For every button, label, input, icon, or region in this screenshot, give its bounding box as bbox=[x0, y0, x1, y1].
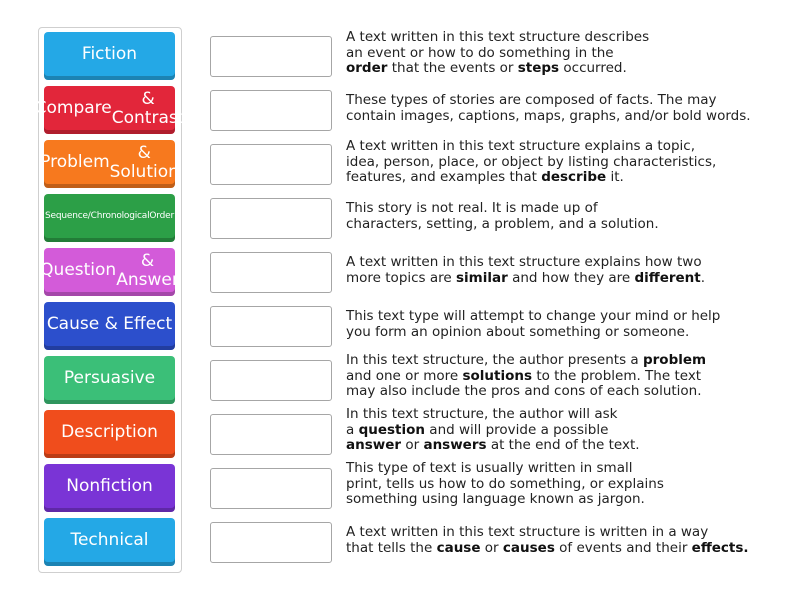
description-run: contain images, captions, maps, graphs, and/or bold words. bbox=[346, 107, 751, 124]
category-tile-label: Technical bbox=[70, 530, 149, 550]
category-tile-label: & Answer bbox=[116, 250, 179, 290]
description-run: more topics are bbox=[346, 269, 457, 286]
description-run: to the problem. The text bbox=[532, 367, 702, 384]
description-keyword: different bbox=[634, 269, 701, 286]
category-tile-label: Cause & Effect bbox=[46, 314, 173, 334]
description-keyword: steps bbox=[517, 60, 560, 76]
category-tile-fiction[interactable] bbox=[44, 32, 175, 80]
description-run: or bbox=[401, 437, 424, 453]
drop-slot[interactable] bbox=[210, 414, 332, 455]
category-tile-technical[interactable] bbox=[44, 518, 175, 566]
description-text bbox=[346, 93, 786, 124]
description-text bbox=[346, 201, 786, 232]
description-run: A text written in this text structure explains how two bbox=[346, 254, 702, 270]
category-tile-label: Order bbox=[149, 211, 174, 221]
description-run: that the events or bbox=[387, 60, 518, 76]
description-run: that tells the bbox=[346, 539, 437, 556]
drop-slot[interactable] bbox=[210, 252, 332, 293]
description-keyword: similar bbox=[456, 269, 508, 286]
category-tile-label: Nonfiction bbox=[66, 476, 153, 496]
category-tile-label: Question bbox=[40, 260, 117, 280]
description-run: and will provide a possible bbox=[425, 421, 609, 438]
description-run: features, and examples that bbox=[346, 169, 542, 185]
description-run: In this text structure, the author presents a bbox=[346, 352, 643, 368]
drop-slot[interactable] bbox=[210, 36, 332, 77]
description-text bbox=[346, 309, 786, 340]
drop-slot[interactable] bbox=[210, 468, 332, 509]
description-run: These types of stories are composed of facts. The may bbox=[346, 92, 717, 108]
description-run: A text written in this text structure is written in a way bbox=[346, 524, 709, 540]
description-keyword: problem bbox=[642, 352, 707, 368]
category-tile-persuasive[interactable] bbox=[44, 356, 175, 404]
category-tile-sequence-chronological[interactable] bbox=[44, 194, 175, 242]
drop-slot[interactable] bbox=[210, 198, 332, 239]
description-text bbox=[346, 525, 786, 556]
description-run: This story is not real. It is made up of bbox=[346, 200, 598, 216]
description-run: A text written in this text structure describes bbox=[346, 29, 650, 45]
description-run: you form an opinion about something or someone. bbox=[346, 323, 690, 340]
category-tile-label: Description bbox=[61, 422, 158, 442]
description-text bbox=[346, 139, 786, 186]
description-keyword: effects. bbox=[691, 539, 749, 556]
category-tile-label: & Solution bbox=[109, 142, 179, 182]
description-run: In this text structure, the author will ask bbox=[346, 406, 618, 422]
drop-slot[interactable] bbox=[210, 90, 332, 131]
description-run: A text written in this text structure explains a topic, bbox=[346, 138, 695, 154]
category-tile-compare-contrast[interactable] bbox=[34, 86, 185, 134]
description-text bbox=[346, 30, 786, 77]
description-text bbox=[346, 353, 786, 400]
description-run: This text type will attempt to change your mind or help bbox=[346, 308, 721, 324]
description-keyword: answers bbox=[423, 437, 487, 453]
description-keyword: order bbox=[346, 60, 388, 76]
description-run: or bbox=[480, 539, 503, 556]
description-run: an event or how to do something in the bbox=[346, 44, 614, 61]
description-run: something using language known as jargon. bbox=[346, 491, 645, 507]
description-keyword: causes bbox=[502, 539, 555, 556]
category-tile-label: Compare bbox=[34, 98, 112, 118]
description-text bbox=[346, 461, 786, 508]
description-run: may also include the pros and cons of each solution. bbox=[346, 383, 702, 399]
category-tile-nonfiction[interactable] bbox=[44, 464, 175, 512]
description-run: at the end of the text. bbox=[486, 437, 640, 453]
description-run: occurred. bbox=[559, 60, 627, 76]
description-run: and one or more bbox=[346, 367, 463, 384]
description-run: . bbox=[700, 269, 706, 286]
category-tile-cause-effect[interactable] bbox=[44, 302, 175, 350]
description-run: This type of text is usually written in small bbox=[346, 460, 633, 476]
description-run: of events and their bbox=[554, 539, 692, 556]
description-run: print, tells us how to do something, or explains bbox=[346, 475, 664, 492]
category-tile-label: Sequence/Chronological bbox=[45, 211, 150, 221]
description-keyword: question bbox=[358, 421, 426, 438]
drop-slot[interactable] bbox=[210, 306, 332, 347]
category-tile-problem-solution[interactable] bbox=[40, 140, 179, 188]
description-run: and how they are bbox=[507, 269, 635, 286]
drop-slot[interactable] bbox=[210, 522, 332, 563]
description-run: idea, person, place, or object by listing characteristics, bbox=[346, 153, 717, 170]
description-keyword: solutions bbox=[462, 367, 533, 384]
description-keyword: cause bbox=[436, 539, 481, 556]
description-run: characters, setting, a problem, and a solution. bbox=[346, 215, 659, 232]
category-tile-label: Persuasive bbox=[63, 368, 156, 388]
category-tile-label: Problem bbox=[40, 152, 110, 172]
description-keyword: describe bbox=[541, 169, 607, 185]
description-text bbox=[346, 255, 786, 286]
drop-slot[interactable] bbox=[210, 360, 332, 401]
description-text bbox=[346, 407, 786, 454]
category-tile-label: & Contrast bbox=[111, 88, 185, 128]
description-keyword: answer bbox=[346, 437, 402, 453]
drop-slot[interactable] bbox=[210, 144, 332, 185]
category-tile-description[interactable] bbox=[44, 410, 175, 458]
description-run: it. bbox=[606, 169, 624, 185]
category-tile-question-answer[interactable] bbox=[40, 248, 179, 296]
category-tile-label: Fiction bbox=[81, 44, 138, 64]
description-run: a bbox=[346, 421, 359, 438]
